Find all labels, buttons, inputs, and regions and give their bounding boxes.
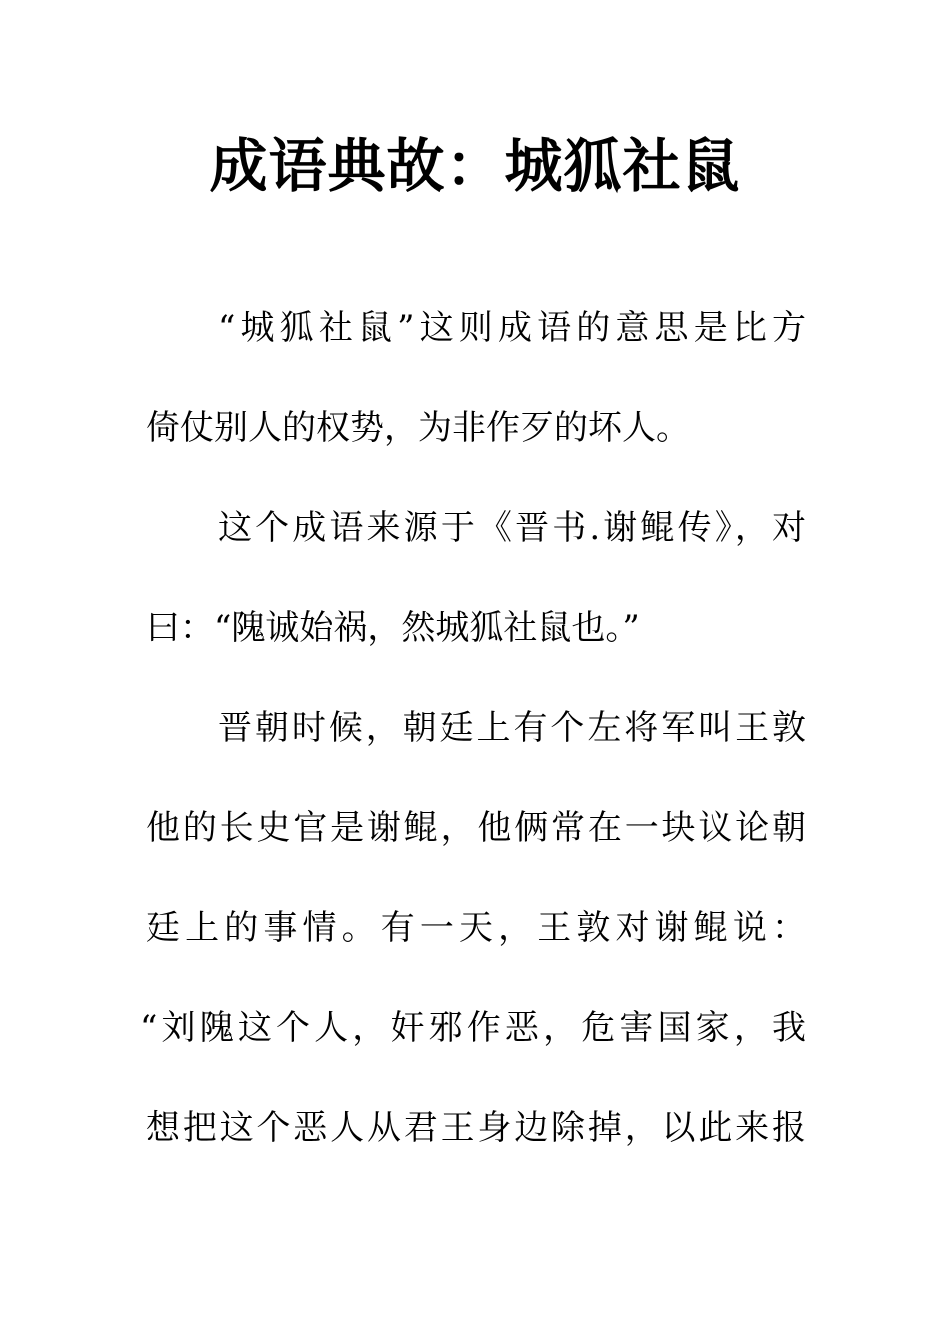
- paragraph-line-9: 想把这个恶人从君王身边除掉，以此来报: [146, 1108, 806, 1148]
- paragraph-line-4: 曰：“隗诚始祸，然城狐社鼠也。”: [146, 608, 640, 648]
- paragraph-line-6: 他的长史官是谢鲲，他俩常在一块议论朝: [146, 808, 806, 848]
- paragraph-line-8: “刘隗这个人，奸邪作恶，危害国家，我: [140, 1008, 806, 1048]
- paragraph-line-1: “城狐社鼠”这则成语的意思是比方: [218, 308, 806, 348]
- paragraph-line-5: 晋朝时候，朝廷上有个左将军叫王敦: [218, 708, 806, 748]
- paragraph-line-3: 这个成语来源于《晋书.谢鲲传》，对: [218, 508, 806, 548]
- paragraph-line-2: 倚仗别人的权势，为非作歹的坏人。: [146, 408, 690, 448]
- paragraph-line-7: 廷上的事情。有一天，王敦对谢鲲说：: [146, 908, 806, 948]
- document-title: 成语典故：城狐社鼠: [209, 132, 741, 200]
